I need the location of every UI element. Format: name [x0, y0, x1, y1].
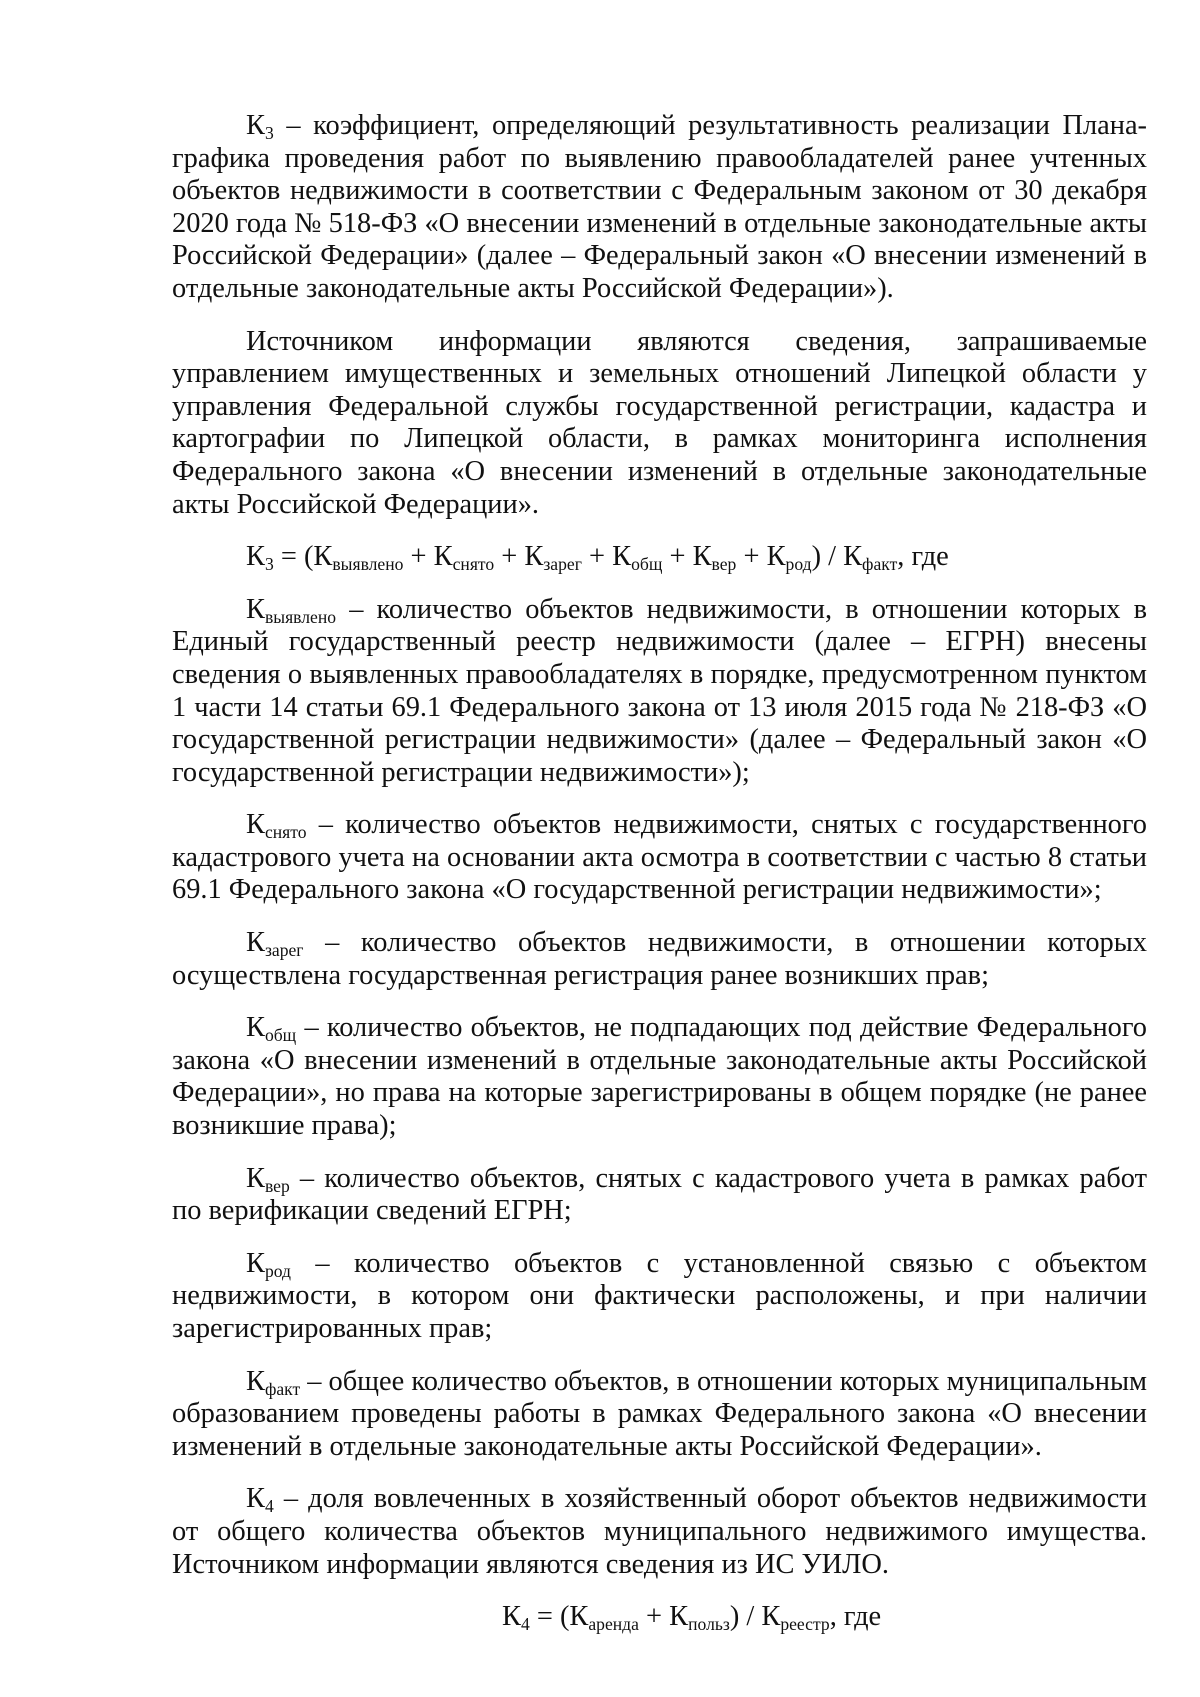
definition-symbol: К — [246, 593, 265, 625]
definition-symbol: К — [246, 927, 265, 959]
k4-definition-paragraph — [172, 1483, 1147, 1581]
definition-symbol: К — [246, 1365, 265, 1397]
definition-rod — [172, 1248, 1147, 1346]
source-info-paragraph: Источником информации являются сведения, запрашиваемые управлением имущественных и земельных отношений Липецкой области у управления Федеральной службы государственной регистрации, кадастра и картографии по Липецкой области, в рамках мониторинга исполнения Федерального закона «О внесении изменений в отдельные законодательные акты Российской Федерации». — [172, 325, 1147, 520]
formula-k3-plus-1: + К — [403, 541, 453, 573]
formula-k4-sub-1: аренда — [588, 1614, 639, 1635]
formula-k3-sub-7: факт — [862, 554, 898, 575]
definition-subscript: общ — [264, 1025, 297, 1046]
definition-snyato — [172, 809, 1147, 907]
k3-definition-paragraph — [172, 110, 1147, 306]
definition-text: – количество объектов недвижимости, снятых с государственного кадастрового учета на основании акта осмотра в соответствии с частью 8 статьи 69.1 Федерального закона «О государственной регистрации недвижимости»; — [172, 809, 1147, 906]
formula-k3-sub-5: вер — [711, 554, 737, 575]
definition-text: – количество объектов недвижимости, в отношении которых в Единый государственный реестр недвижимости (далее – ЕГРН) внесены сведения о выявленных правообладателях в порядке, предусмотренном пунктом 1 части 14 статьи 69.1 Федерального закона от 13 июля 2015 года № 218-ФЗ «О государственной регистрации недвижимости» (далее – Федеральный закон «О государственной регистрации недвижимости»); — [172, 593, 1147, 788]
formula-k4-lhs: К — [502, 1601, 521, 1633]
k3-definition-text: – коэффициент, определяющий результативность реализации Плана-графика проведения работ по выявлению правообладателей ранее учтенных объектов недвижимости в соответствии с Федеральным законом от 30 декабря 2020 года № 518-ФЗ «О внесении изменений в отдельные законодательные акты Российской Федерации» (далее – Федеральный закон «О внесении изменений в отдельные законодательные акты Российской Федерации»). — [172, 110, 1147, 304]
k3-symbol: К — [246, 110, 265, 141]
definition-subscript: снято — [264, 822, 307, 843]
formula-k3-sub-3: зарег — [543, 554, 582, 575]
formula-k3-tail: , где — [897, 541, 949, 573]
k4-symbol: К — [246, 1483, 265, 1515]
formula-k3-sub-2: снято — [452, 554, 495, 575]
definition-subscript: зарег — [264, 939, 304, 960]
formula-k3-lhs-sub: 3 — [264, 554, 274, 575]
definition-text: – количество объектов с установленной связью с объектом недвижимости, в котором они фактически расположены, и при наличии зарегистрированных прав; — [172, 1247, 1147, 1344]
k3-subscript: 3 — [264, 122, 274, 143]
formula-k4-div: ) / К — [729, 1601, 781, 1633]
formula-k4-sub-2: польз — [688, 1614, 730, 1635]
formula-k4-tail: , где — [829, 1601, 882, 1633]
formula-k3-sub-1: выявлено — [332, 554, 404, 575]
definition-text: – общее количество объектов, в отношении которых муниципальным образованием проведены работы в рамках Федерального закона «О внесении изменений в отдельные законодательные акты Российской Федерации». — [172, 1365, 1147, 1462]
definition-text: – количество объектов, снятых с кадастрового учета в рамках работ по верификации сведений ЕГРН; — [172, 1162, 1147, 1227]
formula-k4 — [172, 1601, 1147, 1634]
definition-symbol: К — [246, 809, 265, 841]
formula-k4-lhs-sub: 4 — [520, 1614, 530, 1635]
definition-zareg — [172, 927, 1147, 992]
k4-subscript: 4 — [264, 1496, 274, 1517]
formula-k3-div: ) / К — [811, 541, 863, 573]
formula-k3 — [172, 541, 1147, 574]
definition-text: – количество объектов, не подпадающих под действие Федерального закона «О внесении изменений в отдельные законодательные акты Российской Федерации», но права на которые зарегистрированы в общем порядке (не ранее возникшие права); — [172, 1012, 1147, 1142]
definition-fakt — [172, 1366, 1147, 1464]
k4-definition-text: – доля вовлеченных в хозяйственный оборот объектов недвижимости от общего количества объектов муниципального недвижимого имущества. Источником информации являются сведения из ИС УИЛО. — [172, 1483, 1147, 1580]
definition-vyyavleno — [172, 594, 1147, 790]
definition-subscript: выявлено — [264, 606, 337, 627]
definition-symbol: К — [246, 1247, 265, 1279]
formula-k3-sub-4: общ — [631, 554, 663, 575]
formula-k3-plus-5: + К — [736, 541, 786, 573]
formula-k3-plus-3: + К — [581, 541, 632, 573]
definition-symbol: К — [246, 1012, 265, 1044]
definition-symbol: К — [246, 1162, 265, 1194]
definition-subscript: род — [264, 1260, 291, 1281]
formula-k3-plus-4: + К — [662, 541, 712, 573]
formula-k3-lhs: К — [246, 541, 265, 573]
definition-ver — [172, 1163, 1147, 1228]
formula-k3-plus-2: + К — [494, 541, 544, 573]
definition-subscript: факт — [264, 1378, 301, 1399]
document-page — [172, 110, 1147, 1634]
definition-text: – количество объектов недвижимости, в отношении которых осуществлена государственная регистрация ранее возникших прав; — [172, 927, 1147, 991]
formula-k4-eq: = (К — [529, 1601, 589, 1633]
formula-k3-sub-6: род — [785, 554, 812, 575]
definition-obsh — [172, 1012, 1147, 1142]
formula-k4-plus-1: + К — [638, 1601, 689, 1633]
formula-k4-sub-3: реестр — [780, 1614, 830, 1635]
formula-k3-eq: = (К — [273, 541, 333, 573]
definition-subscript: вер — [264, 1175, 290, 1196]
